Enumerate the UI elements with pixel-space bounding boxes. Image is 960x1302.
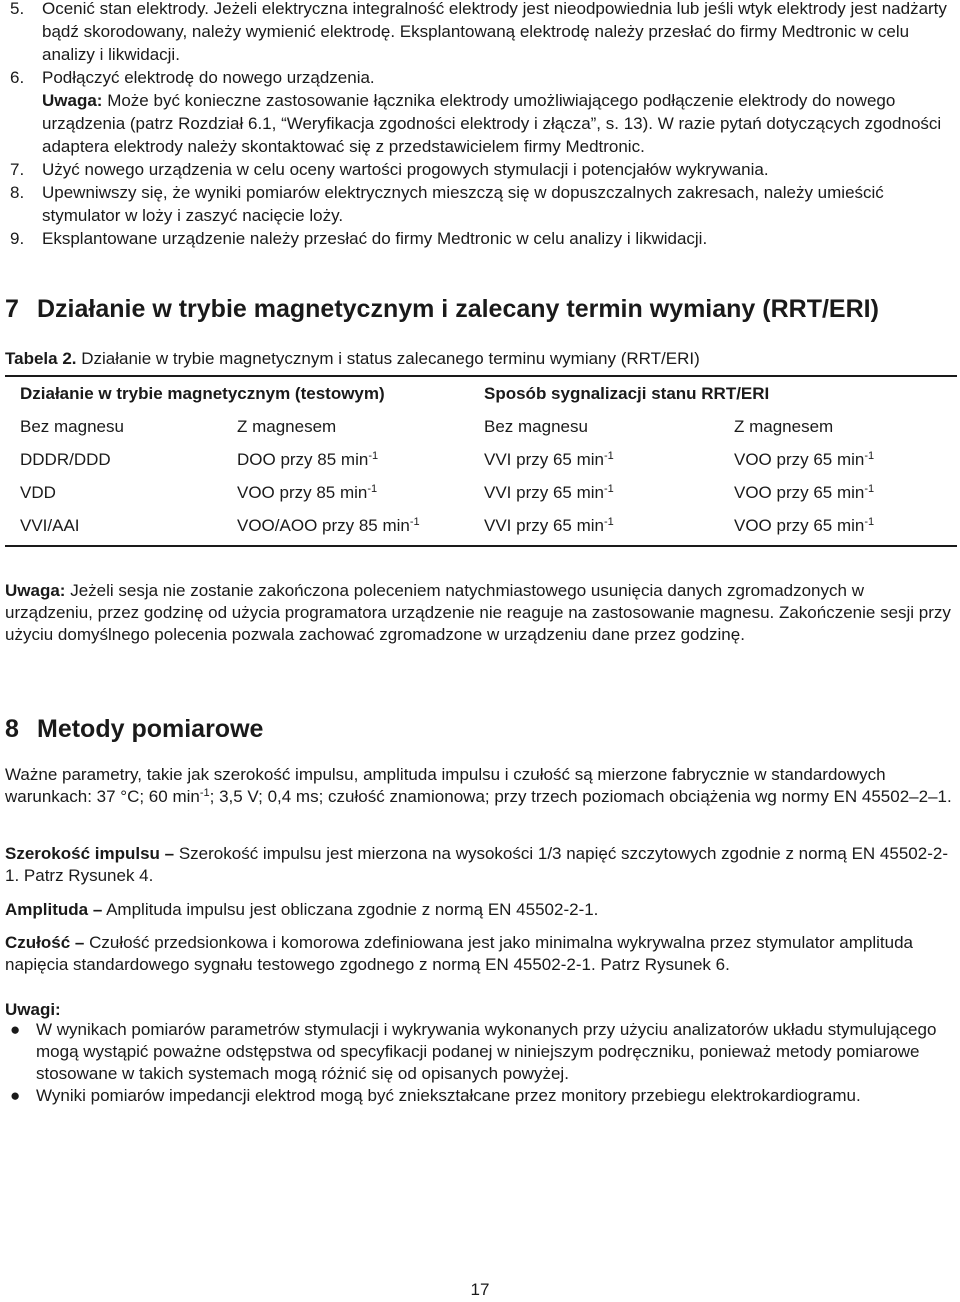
definition-sensitivity	[5, 932, 955, 976]
section-heading-8	[5, 714, 263, 744]
list-item: ● W wynikach pomiarów parametrów stymulacji i wykrywania wykonanych przy użyciu analizatorów układu stymulującego mogą wystąpić poważne odstępstwa od specyfikacji podanej w niniejszym podręczniku, ponieważ metody pomiarowe stosowane w takich systemach mogą różnić się od opisanych powyżej.	[10, 1020, 937, 1083]
table-top-rule	[5, 375, 957, 377]
table-caption-text: Działanie w trybie magnetycznym i status zalecanego terminu wymiany (RRT/ERI)	[76, 349, 700, 368]
step-text: Ocenić stan elektrody. Jeżeli elektryczna integralność elektrody jest nieodpowiednia lub jeśli wtyk elektrody jest nadżarty bądź skorodowany, należy wymienić elektrodę. Eksplantowaną elektrodę należy przesłać do firmy Medtronic w celu analizy i likwidacji.	[42, 0, 947, 64]
page-number: 17	[470, 1280, 490, 1299]
definition-text: Czułość przedsionkowa i komorowa zdefiniowana jest jako minimalna wykrywalna przez stymulator amplituda napięcia standardowego sygnału testowego zgodnego z normą EN 45502-2-1. Patrz Rysunek 6.	[5, 933, 913, 974]
definition-pulse-width	[5, 843, 955, 887]
notes-list	[5, 1019, 955, 1107]
table-column-header: Bez magnesu	[484, 417, 588, 436]
table-cell: VVI przy 65 $\min^{-1}$	[484, 483, 614, 502]
table-cell: VVI/AAI	[20, 516, 80, 535]
table-cell: VOO przy 65 $\min^{-1}$	[734, 450, 875, 469]
table-row	[0, 513, 960, 539]
table-cell: VOO przy 65 $\min^{-1}$	[734, 483, 875, 502]
section-title: Metody pomiarowe	[37, 715, 264, 743]
definition-term: Szerokość impulsu –	[5, 844, 175, 863]
table-cell: DOO przy 85 $\min^{-1}$	[237, 450, 379, 469]
table-cell: VVI przy 65 $\min^{-1}$	[484, 516, 614, 535]
table-cell: VOO/AOO przy 85 $\min^{-1}$	[237, 516, 420, 535]
step-number: 7.	[10, 160, 25, 179]
step-item-7	[0, 158, 960, 181]
step-number: 9.	[10, 229, 25, 248]
notes-label: Uwagi:	[5, 1000, 61, 1019]
definition-term: Czułość –	[5, 933, 85, 952]
table-group-header-row	[0, 381, 960, 407]
step-item-8	[0, 181, 960, 227]
table-column-header: Bez magnesu	[20, 417, 124, 436]
definition-text: Szerokość impulsu jest mierzona na wysokości 1/3 napięć szczytowych zgodnie z normą EN 45502-2-1. Patrz Rysunek 4.	[5, 844, 948, 885]
table-column-header: Z magnesem	[734, 417, 834, 436]
table-row	[0, 480, 960, 506]
step-item-5	[0, 0, 960, 66]
table-cell: VOO przy 65 $\min^{-1}$	[734, 516, 875, 535]
step-number: 5.	[10, 0, 25, 18]
section-title: Działanie w trybie magnetycznym i zalecany termin wymiany (RRT/ERI)	[37, 295, 879, 323]
table-cell: VVI przy 65 $\min^{-1}$	[484, 450, 614, 469]
definition-term: Amplituda –	[5, 900, 103, 919]
note-label: Uwaga:	[42, 91, 103, 110]
step-number: 8.	[10, 183, 25, 202]
step-text: Eksplantowane urządzenie należy przesłać do firmy Medtronic w celu analizy i likwidacji.	[42, 229, 708, 248]
table-column-header-row	[0, 414, 960, 440]
section-heading-7	[5, 294, 879, 324]
intro-paragraph: Ważne parametry, takie jak szerokość impulsu, amplituda impulsu i czułość są mierzone fabrycznie w standardowych warunkach: 37 °C; 60 $\min^{-1}$; 3,5 V; 0,4 ms; czułość znamionowa; przy trzech poziomach obciążenia wg normy EN 45502–2–1.	[5, 765, 952, 806]
table-caption	[5, 348, 700, 370]
table-column-header: Z magnesem	[237, 417, 337, 436]
step-item-6	[0, 66, 960, 89]
note-text: Jeżeli sesja nie zostanie zakończona poleceniem natychmiastowego usunięcia danych zgromadzonych w urządzeniu, przez godzinę od użycia programatora urządzenie nie reaguje na zastosowanie magnesu. Zakończenie sesji przy użyciu domyślnego polecenia pozwala zachować zgromadzone w urządzeniu dane przez godzinę.	[5, 581, 951, 644]
list-item: ● Wyniki pomiarów impedancji elektrod mogą być zniekształcane przez monitory przebiegu elektrokardiogramu.	[10, 1086, 861, 1105]
table-bottom-rule	[5, 545, 957, 547]
section-number: 8	[5, 715, 19, 743]
step-number: 6.	[10, 68, 25, 87]
table-row	[0, 447, 960, 473]
step-item-9	[0, 227, 960, 250]
step-note	[0, 89, 960, 158]
definition-amplitude	[5, 899, 955, 921]
bullet-icon: ●	[10, 1086, 21, 1105]
table-note	[5, 580, 955, 646]
table-group-header: Sposób sygnalizacji stanu RRT/ERI	[484, 384, 770, 403]
table-group-header: Działanie w trybie magnetycznym (testowym)	[20, 384, 385, 403]
note-text: Może być konieczne zastosowanie łącznika elektrody umożliwiającego podłączenie elektrody do nowego urządzenia (patrz Rozdział 6.1, “Weryfikacja zgodności elektrody i złącza”, s. 13). W razie pytań dotyczących zgodności adaptera elektrody należy skontaktować się z przedstawicielem firmy Medtronic.	[42, 91, 942, 156]
step-text: Użyć nowego urządzenia w celu oceny wartości progowych stymulacji i potencjałów wykrywania.	[42, 160, 769, 179]
note-label: Uwaga:	[5, 581, 66, 600]
section-number: 7	[5, 295, 19, 323]
table-cell: VOO przy 85 $\min^{-1}$	[237, 483, 378, 502]
table-cell: VDD	[20, 483, 56, 502]
step-text: Upewniwszy się, że wyniki pomiarów elektrycznych mieszczą się w dopuszczalnych zakresach, należy umieścić stymulator w loży i zaszyć nacięcie loży.	[42, 183, 884, 225]
bullet-icon: ●	[10, 1020, 21, 1039]
step-text: Podłączyć elektrodę do nowego urządzenia.	[42, 68, 375, 87]
table-caption-label: Tabela 2.	[5, 349, 77, 368]
definition-text: Amplituda impulsu jest obliczana zgodnie z normą EN 45502-2-1.	[102, 900, 599, 919]
table-cell: DDDR/DDD	[20, 450, 111, 469]
